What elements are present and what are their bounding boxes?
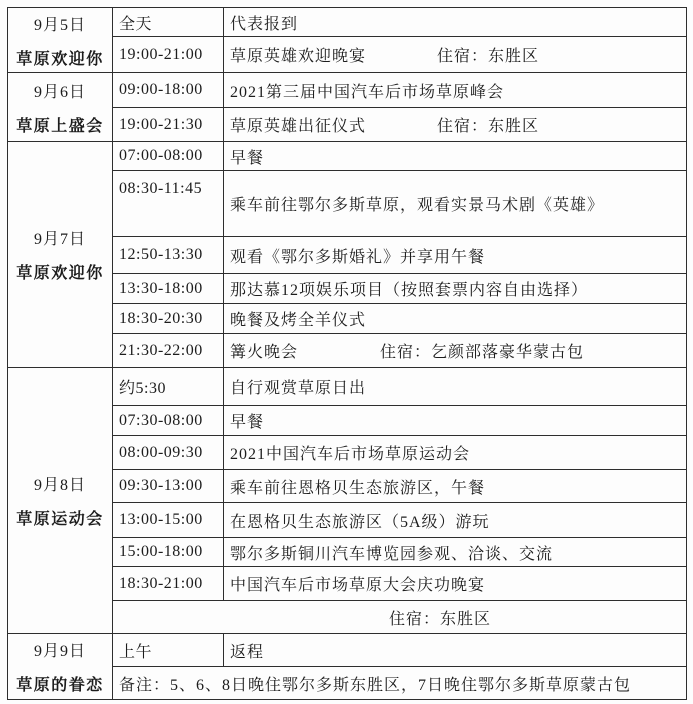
time-cell: 上午: [113, 634, 224, 667]
date-cell: [8, 8, 113, 73]
theme-label: 草原欢迎你: [16, 50, 104, 68]
note-label: 备注：5、6、8日晚住鄂尔多斯东胜区，7日晚住鄂尔多斯草原蒙古包: [119, 676, 632, 694]
time-cell: 13:00-15:00: [113, 503, 224, 538]
activity-label: 2021第三届中国汽车后市场草原峰会: [230, 83, 505, 101]
activity-cell: [224, 237, 687, 274]
note-cell: [113, 667, 687, 700]
table-row: [8, 142, 687, 171]
date-label: 9月9日: [33, 643, 86, 660]
activity-cell: [224, 503, 687, 538]
activity-cell: [224, 108, 687, 142]
activity-label: 篝火晚会: [230, 344, 299, 361]
activity-label: 在恩格贝生态旅游区（5A级）游玩: [230, 513, 490, 531]
theme-label: 草原的眷恋: [16, 677, 104, 694]
date-label: 9月8日: [33, 477, 86, 494]
document-page: [7, 7, 687, 700]
activity-label: 观看《鄂尔多斯婚礼》并享用午餐: [230, 248, 486, 266]
activity-cell: [224, 73, 687, 108]
lodging-label: 住宿：东胜区: [389, 610, 492, 628]
date-cell: [8, 634, 113, 700]
time-cell: 07:00-08:00: [113, 142, 224, 171]
activity-label: 草原英雄欢迎晚宴: [230, 48, 367, 65]
activity-label: 代表报到: [230, 15, 299, 33]
activity-cell: [224, 142, 687, 171]
table-row: [8, 73, 687, 108]
activity-label: 草原英雄出征仪式: [230, 118, 367, 135]
time-cell: 全天: [113, 8, 224, 37]
activity-cell: [224, 368, 687, 406]
time-cell: 19:00-21:30: [113, 108, 224, 142]
itinerary-table: [7, 7, 687, 700]
date-cell: [8, 73, 113, 142]
activity-cell: [224, 538, 687, 567]
activity-label: 早餐: [230, 414, 265, 431]
activity-label: 那达慕12项娱乐项目（按照套票内容自由选择）: [230, 282, 589, 299]
activity-cell: [224, 334, 687, 368]
date-label: 9月5日: [33, 16, 86, 34]
time-cell: 13:30-18:00: [113, 274, 224, 304]
activity-label: 2021中国汽车后市场草原运动会: [230, 446, 471, 463]
lodging-cell: [113, 601, 687, 634]
activity-cell: [224, 436, 687, 470]
activity-label: 中国汽车后市场草原大会庆功晚宴: [230, 577, 486, 594]
date-cell: [8, 368, 113, 634]
activity-label: 鄂尔多斯铜川汽车博览园参观、洽谈、交流: [230, 545, 554, 563]
activity-cell: [224, 274, 687, 304]
activity-label: 自行观赏草原日出: [230, 380, 367, 397]
activity-cell: [224, 470, 687, 503]
time-cell: 08:00-09:30: [113, 436, 224, 470]
theme-label: 草原上盛会: [16, 117, 104, 135]
table-row: [8, 634, 687, 667]
activity-cell: [224, 171, 687, 237]
activity-cell: [224, 634, 687, 667]
activity-label: 返程: [230, 643, 265, 661]
date-label: 9月6日: [33, 83, 86, 101]
theme-label: 草原欢迎你: [16, 265, 104, 282]
activity-label: 乘车前往鄂尔多斯草原，观看实景马术剧《英雄》: [230, 197, 605, 214]
time-cell: 21:30-22:00: [113, 334, 224, 368]
table-row: [8, 368, 687, 406]
lodging-label: 住宿：乞颜部落豪华蒙古包: [380, 344, 585, 361]
activity-label: 晚餐及烤全羊仪式: [230, 312, 367, 329]
theme-label: 草原运动会: [16, 511, 104, 528]
date-cell: [8, 142, 113, 368]
time-cell: 07:30-08:00: [113, 406, 224, 436]
table-row: [8, 8, 687, 37]
activity-cell: [224, 304, 687, 334]
time-cell: 约5:30: [113, 368, 224, 406]
date-label: 9月7日: [33, 231, 86, 248]
time-cell: 08:30-11:45: [113, 171, 224, 237]
activity-cell: [224, 567, 687, 601]
activity-label: 乘车前往恩格贝生态旅游区，午餐: [230, 479, 486, 497]
time-cell: 12:50-13:30: [113, 237, 224, 274]
time-cell: 19:00-21:00: [113, 37, 224, 73]
activity-label: 早餐: [230, 149, 265, 167]
time-cell: 18:30-20:30: [113, 304, 224, 334]
time-cell: 09:00-18:00: [113, 73, 224, 108]
lodging-label: 住宿：东胜区: [437, 48, 540, 65]
time-cell: 18:30-21:00: [113, 567, 224, 601]
activity-cell: [224, 406, 687, 436]
lodging-label: 住宿：东胜区: [437, 118, 540, 135]
time-cell: 09:30-13:00: [113, 470, 224, 503]
activity-cell: [224, 37, 687, 73]
time-cell: 15:00-18:00: [113, 538, 224, 567]
activity-cell: [224, 8, 687, 37]
